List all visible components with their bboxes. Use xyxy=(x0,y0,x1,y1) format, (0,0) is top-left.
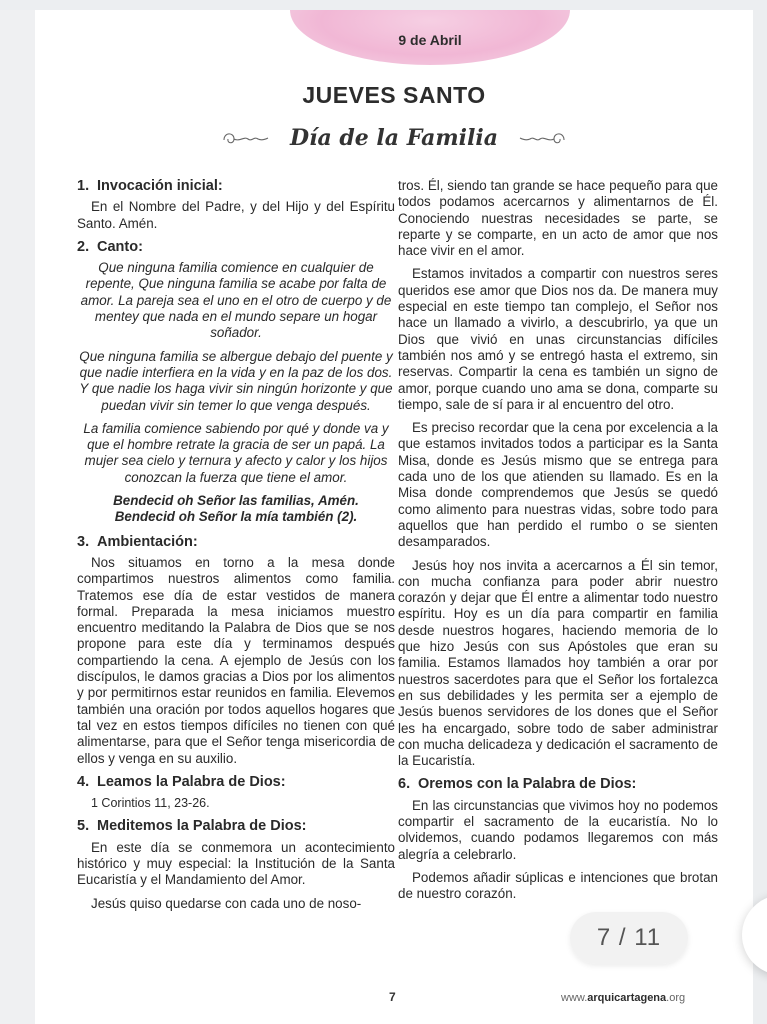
website-footer xyxy=(561,992,685,1004)
section-number: 6. xyxy=(398,776,411,793)
section-number: 5. xyxy=(77,818,90,835)
section-heading-6 xyxy=(398,776,718,792)
section-title: Oremos con la Palabra de Dios: xyxy=(418,776,637,793)
website-suffix: .org xyxy=(666,992,686,1004)
song-verse-1: Que ninguna familia comience en cualquier de repente, Que ninguna familia se acabe por falta de amor. La pareja sea el uno en el otro de cuerpo y de mentey que nada en el mundo separe un hogar soñador. xyxy=(80,260,392,341)
website-prefix: www. xyxy=(561,992,588,1004)
date-banner xyxy=(290,10,570,65)
website-domain: arquicartagena xyxy=(587,992,667,1004)
meditation-paragraph-2-cont: tros. Él, siendo tan grande se hace pequeño para que todos podamos acercarnos y alimentarnos de Él. Conociendo nuestras necesidades se parte, se reparte y se comparte, en un acto de amor que nos hace vivir en el amor. xyxy=(398,178,718,259)
date-label: 9 de Abril xyxy=(398,32,462,48)
subtitle-row xyxy=(35,125,753,151)
song-chorus xyxy=(77,493,395,526)
section-title: Ambientación: xyxy=(97,533,198,550)
section-title: Canto: xyxy=(97,238,143,255)
invocation-text: En el Nombre del Padre, y del Hijo y del Espíritu Santo. Amén. xyxy=(77,199,395,231)
page-title: JUEVES SANTO xyxy=(302,82,486,108)
section-heading-3 xyxy=(77,534,395,550)
section-number: 2. xyxy=(77,238,90,255)
song-verse-2: Que ninguna familia se albergue debajo del puente y que nadie interfiera en la vida y en la paz de los dos. Y que nadie los haga vivir sin ningún horizonte y que puedan vivir sin temer lo que venga después. xyxy=(79,348,393,413)
section-heading-5 xyxy=(77,818,395,834)
page-indicator: 7 / 11 xyxy=(570,912,688,964)
section-heading-1 xyxy=(77,178,395,194)
flourish-left-icon xyxy=(222,128,270,148)
ambientacion-text: Nos situamos en torno a la mesa donde compartimos nuestros alimentos como familia. Tratemos ese día de estar vestidos de manera formal. Preparada la mesa iniciamos muestro encuentro meditando la Palabra de Dios que se nos propone para este día y terminamos después compartiendo la cena. A ejemplo de Jesús con los discípulos, le damos gracias a Dios por los alimentos y por permitirnos estar reunidos en familia. Elevemos también una oración por todos aquellos hogares que tal vez en estos tiempos difíciles no tienen con qué alimentarse, para que el Señor tenga misericordia de ellos y venga en su auxilio. xyxy=(77,554,395,766)
section-number: 3. xyxy=(77,533,90,550)
section-title: Meditemos la Palabra de Dios: xyxy=(97,818,307,835)
section-title: Invocación inicial: xyxy=(97,178,223,194)
section-heading-2 xyxy=(77,239,395,255)
meditation-paragraph-4: Es preciso recordar que la cena por excelencia a la que estamos invitados todos a participar es la Santa Misa, donde es Jesús mismo que se entrega para cada uno de los que atienden su llamado. Es en la Misa donde comprendemos que Jesús se quedó como alimento para nuestras vidas, sobre todo para aquellos que han perdido el rumbo o se sienten desamparados. xyxy=(398,420,718,550)
viewer-scrollbar[interactable] xyxy=(753,10,767,1024)
meditation-paragraph-3: Estamos invitados a compartir con nuestros seres queridos ese amor que Dios nos da. De manera muy especial en este tiempo tan complejo, el Señor nos hace un llamado a vivirlo, a descubrirlo, ya que un Dios que vivió en unas circunstancias difíciles también nos amó y se entregó hasta el extremo, sin reservas. Compartir la cena es también un signo de amor, porque cuando uno ama se dona, comparte su tiempo, sale de sí para ir al encuentro del otro. xyxy=(398,266,718,412)
viewer-top-bar xyxy=(0,0,767,10)
meditation-paragraph-2-start: Jesús quiso quedarse con cada uno de noso- xyxy=(91,895,362,911)
page-number: 7 xyxy=(389,990,396,1004)
song-verse-3: La familia comience sabiendo por qué y donde va y que el hombre retrate la gracia de ser un papá. La mujer sea cielo y ternura y afecto y calor y los hijos conozcan la fuerza que tiene el amor. xyxy=(83,420,389,485)
section-number: 1. xyxy=(77,178,90,194)
chorus-line-2: Bendecid oh Señor la mía también (2). xyxy=(114,509,358,525)
flourish-right-icon xyxy=(518,128,566,148)
meditation-paragraph-1: En este día se conmemora un acontecimiento histórico y muy especial: la Institución de la Santa Eucaristía y el Mandamiento del Amor. xyxy=(77,839,395,888)
chorus-line-1: Bendecid oh Señor las familias, Amén. xyxy=(113,493,359,509)
left-column xyxy=(77,178,395,919)
scripture-reference: 1 Corintios 11, 23-26. xyxy=(91,796,210,811)
section-number: 4. xyxy=(77,773,90,790)
section-heading-4 xyxy=(77,774,395,790)
right-column xyxy=(398,178,718,909)
page-subtitle: Día de la Familia xyxy=(290,125,498,151)
section-title: Leamos la Palabra de Dios: xyxy=(97,773,286,790)
pdf-page[interactable] xyxy=(35,10,753,1024)
prayer-paragraph-1: En las circunstancias que vivimos hoy no podemos compartir el sacramento de la eucaristía. No lo olvidemos, cuando podamos llegaremos con más alegría a celebrarlo. xyxy=(398,797,718,862)
prayer-paragraph-2: Podemos añadir súplicas e intenciones que brotan de nuestro corazón. xyxy=(398,869,718,902)
meditation-paragraph-5: Jesús hoy nos invita a acercarnos a Él sin temor, con mucha confianza para poder abrir nuestro corazón y dejar que Él entre a alimentar todo nuestro espíritu. Hoy es un día para compartir en familia desde nuestros hogares, haciendo memoria de lo que hizo Jesús con sus Apóstoles que eran su familia. Estamos llamados hoy también a orar por nuestros sacerdotes para que el Señor los fortalezca en sus debilidades y les permita ser a ejemplo de Jesús buenos servidores de los dones que el Señor les ha encargado, sobre todo de saber administrar con mucha delicadeza y dedicación el sacramento de la Eucaristía. xyxy=(398,557,718,769)
